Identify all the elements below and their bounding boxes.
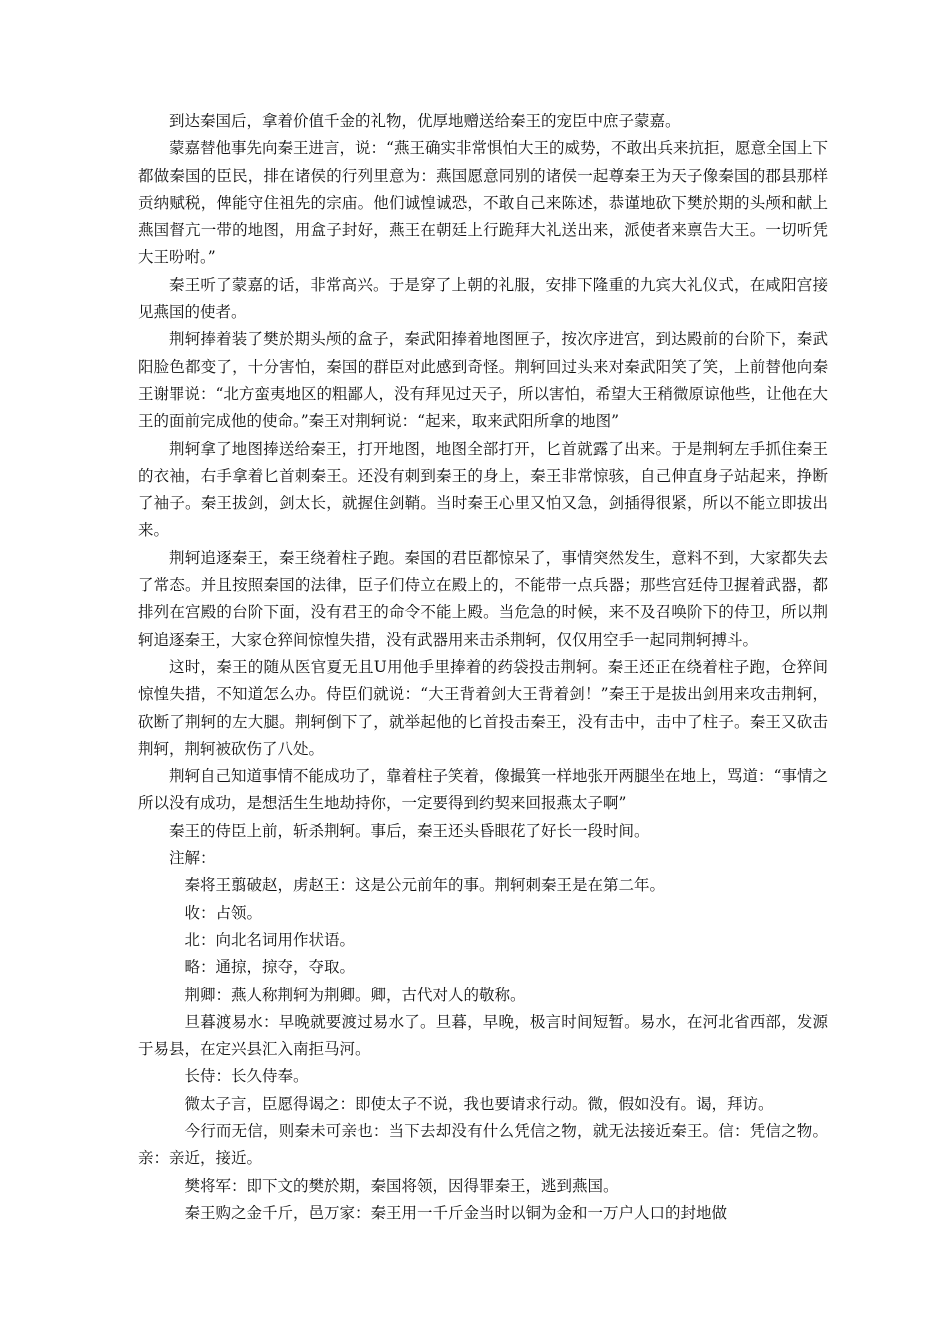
note-item: 荆卿：燕人称荆轲为荆卿。卿，古代对人的敬称。 — [184, 985, 526, 1004]
paragraph-4: 荆轲捧着装了樊於期头颅的盒子，秦武阳捧着地图匣子，按次序进宫，到达殿前的台阶下，秦武阳脸色都变了，十分害怕，秦国的群臣对此感到奇怪。荆轲回过头来对秦武阳笑了笑，上前替他向秦王谢罪说：“北方蛮夷地区的粗鄙人，没有拜见过天子，所以害怕，希望大王稍微原谅他些，让他在大王的面前完成他的使命。”秦王对荆轲说：“起来，取来武阳所拿的地图” — [138, 330, 828, 431]
note-item: 收：占领。 — [184, 903, 263, 922]
paragraph-3: 秦王听了蒙嘉的话，非常高兴。于是穿了上朝的礼服，安排下隆重的九宾大礼仪式，在咸阳宫接见燕国的使者。 — [138, 275, 828, 322]
note-item: 今行而无信，则秦未可亲也：当下去却没有什么凭信之物，就无法接近秦王。信：凭信之物。亲：亲近，接近。 — [138, 1121, 828, 1168]
note-item: 樊将军：即下文的樊於期，秦国将领，因得罪秦王，逃到燕国。 — [184, 1176, 619, 1195]
note-item: 略：通掠，掠夺，夺取。 — [184, 958, 356, 977]
paragraph-5: 荆轲拿了地图捧送给秦王，打开地图，地图全部打开，匕首就露了出来。于是荆轲左手抓住秦王的衣袖，右手拿着匕首刺秦王。还没有刺到秦王的身上，秦王非常惊骇，自己伸直身子站起来，挣断了袖子。秦王拔剑，剑太长，就握住剑鞘。当时秦王心里又怕又急，剑插得很紧，所以不能立即拔出来。 — [138, 439, 828, 540]
note-item: 北：向北名词用作状语。 — [184, 930, 356, 949]
paragraph-7: 这时，秦王的随从医官夏无且U用他手里捧着的药袋投击荆轲。秦王还正在绕着柱子跑，仓猝间惊惶失措，不知道怎么办。侍臣们就说：“大王背着剑大王背着剑！”秦王于是拔出剑用来攻击荆轲，砍断了荆轲的左大腿。荆轲倒下了，就举起他的匕首投击秦王，没有击中，击中了柱子。秦王又砍击荆轲，荆轲被砍伤了八处。 — [138, 657, 828, 758]
note-item: 秦将王翦破赵，虏赵王：这是公元前年的事。荆轲刺秦王是在第二年。 — [184, 876, 666, 895]
document-page — [138, 108, 828, 1227]
paragraph-8: 荆轲自己知道事情不能成功了，靠着柱子笑着，像撮箕一样地张开两腿坐在地上，骂道：“事情之所以没有成功，是想活生生地劫持你，一定要得到约契来回报燕太子啊” — [138, 767, 828, 813]
note-item: 秦王购之金千斤，邑万家：秦王用一千斤金当时以铜为金和一万户人口的封地做 — [184, 1203, 728, 1222]
note-item: 微太子言，臣愿得谒之：即使太子不说，我也要请求行动。微，假如没有。谒，拜访。 — [184, 1094, 774, 1113]
paragraph-2: 蒙嘉替他事先向秦王进言，说：“燕王确实非常惧怕大王的威势，不敢出兵来抗拒，愿意全国上下都做秦国的臣民，排在诸侯的行列里意为：燕国愿意同别的诸侯一起尊秦王为天子像秦国的郡县那样贡纳赋税，俾能守住祖先的宗庙。他们诚惶诚恐，不敢自己来陈述，恭谨地砍下樊於期的头颅和献上燕国督亢一带的地图，用盒子封好，燕王在朝廷上行跪拜大礼送出来，派使者来禀告大王。一切听凭大王吩咐。” — [138, 139, 828, 267]
note-item: 旦暮渡易水：早晚就要渡过易水了。旦暮，早晚，极言时间短暂。易水，在河北省西部，发源于易县，在定兴县汇入南拒马河。 — [138, 1012, 828, 1059]
paragraph-9: 秦王的侍臣上前，斩杀荆轲。事后，秦王还头昏眼花了好长一段时间。 — [169, 821, 650, 840]
paragraph-6: 荆轲追逐秦王，秦王绕着柱子跑。秦国的君臣都惊呆了，事情突然发生，意料不到，大家都失去了常态。并且按照秦国的法律，臣子们侍立在殿上的，不能带一点兵器；那些宫廷侍卫握着武器，都排列在宫殿的台阶下面，没有君王的命令不能上殿。当危急的时候，来不及召唤阶下的侍卫，所以荆轲追逐秦王，大家仓猝间惊惶失措，没有武器用来击杀荆轲，仅仅用空手一起同荆轲搏斗。 — [138, 548, 828, 649]
notes-heading: 注解： — [169, 849, 216, 868]
note-item: 长侍：长久侍奉。 — [184, 1067, 309, 1086]
paragraph-1: 到达秦国后，拿着价值千金的礼物，优厚地赠送给秦王的宠臣中庶子蒙嘉。 — [169, 112, 681, 130]
